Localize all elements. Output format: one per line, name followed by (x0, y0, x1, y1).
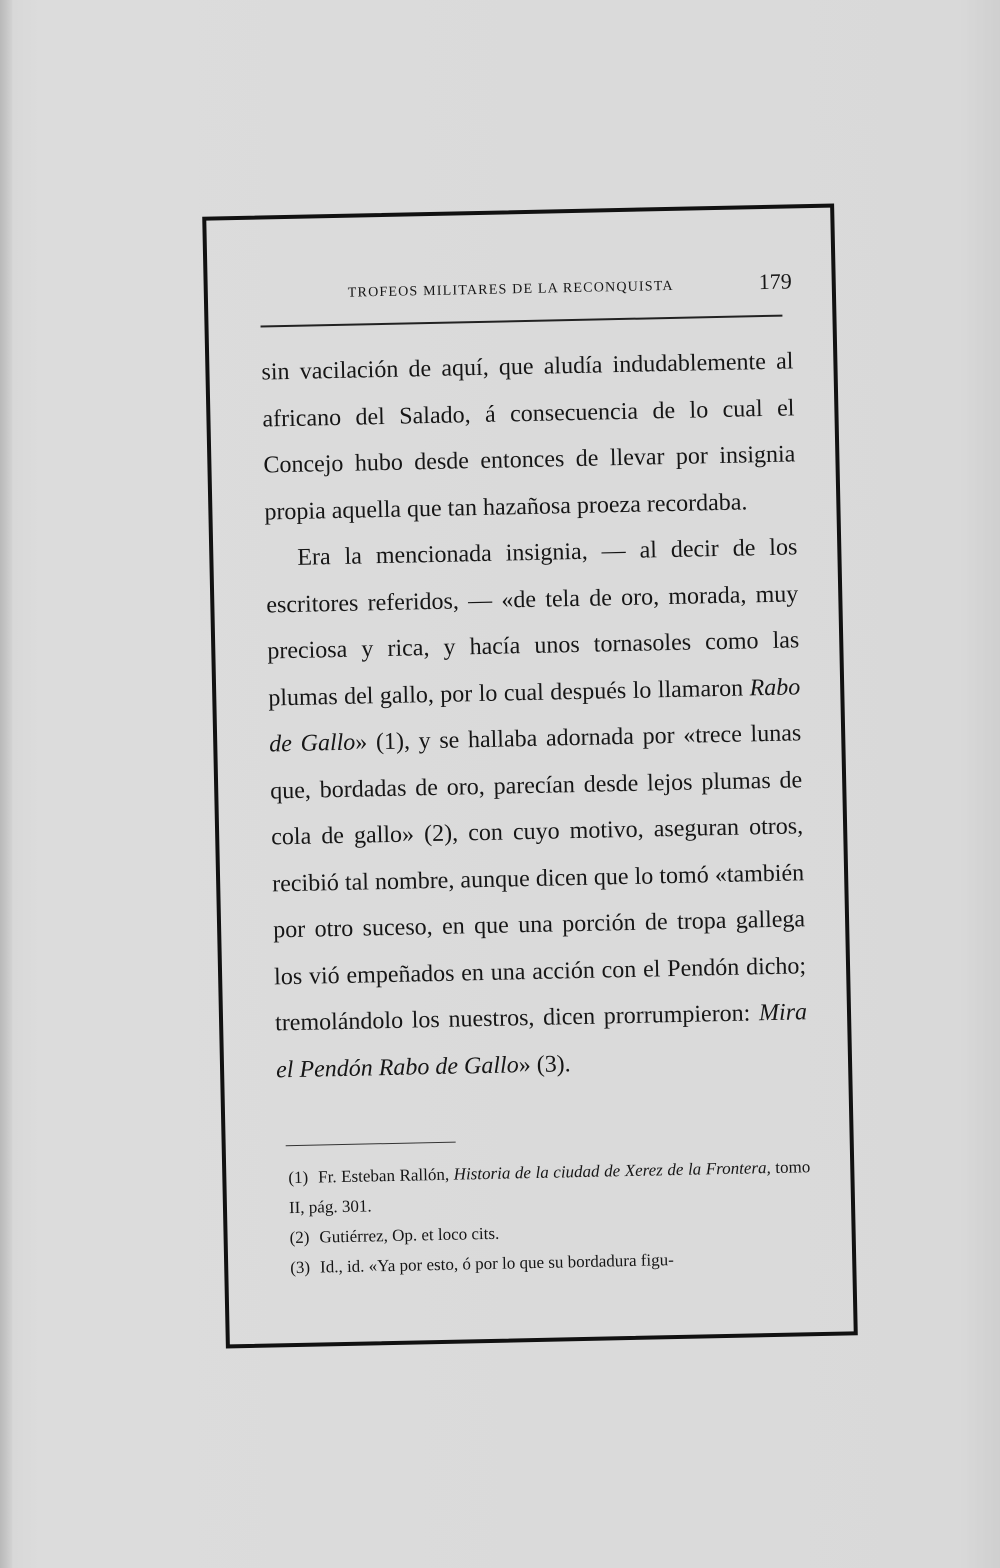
paragraph-2-text-3: » (3). (518, 1050, 571, 1078)
footnote-1-number: (1) (288, 1167, 309, 1188)
paragraph-2-text-1: Era la mencionada insignia, — al decir de los escritores referidos, — «de tela de oro, morada, muy preciosa y rica, y hacía unos tornasoles como las plumas del gallo, por lo cual después lo llamaron (266, 534, 800, 711)
paragraph-2-italic-1: Rabo de Gallo (269, 673, 801, 758)
paragraph-2 (265, 524, 809, 1093)
paragraph-2-italic-2: Mira el Pendón Rabo de Gallo (275, 999, 808, 1083)
footnotes (288, 1152, 812, 1283)
footnote-2-text: Gutiérrez, Op. et loco cits. (319, 1223, 500, 1247)
paragraph-2-text-2: » (1), y se hallaba adornada por «trece lunas que, bordadas de oro, parecían desde lejos plumas de cola de gallo» (2), con cuyo motivo, aseguran otros, recibió tal nombre, aunque dicen que lo tomó «también por otro suceso, en que una porción de tropa gallega los vió empeñados en una acción con el Pendón dicho; tremolándolo los nuestros, dicen prorrumpieron: (269, 720, 807, 1037)
body-text (261, 338, 808, 1093)
page-number: 179 (758, 268, 792, 295)
footnote-2-number: (2) (289, 1227, 310, 1248)
footnote-3-text: Id., id. «Ya por esto, ó por lo que su bordadura figu- (319, 1250, 674, 1277)
footnote-rule (286, 1142, 456, 1147)
footnote-1-italic: Historia de la ciudad de Xerez de la Frontera, (453, 1158, 771, 1184)
footnote-1 (288, 1152, 811, 1223)
header-rule (261, 315, 783, 328)
footnote-3-number: (3) (290, 1257, 311, 1278)
page-edge-shadow (0, 0, 12, 1568)
running-head (260, 268, 793, 309)
running-title: TROFEOS MILITARES DE LA RECONQUISTA (347, 278, 674, 301)
printed-frame (202, 204, 858, 1349)
footnote-1-post: tomo II, pág. 301. (288, 1157, 811, 1218)
paragraph-1: sin vacilación de aquí, que aludía indudablemente al africano del Salado, á consecuencia de lo cual el Concejo hubo desde entonces de llevar por insignia propia aquella que tan hazañosa proeza recordaba. (261, 348, 796, 526)
footnote-1-text: Fr. Esteban Rallón, (317, 1164, 454, 1187)
